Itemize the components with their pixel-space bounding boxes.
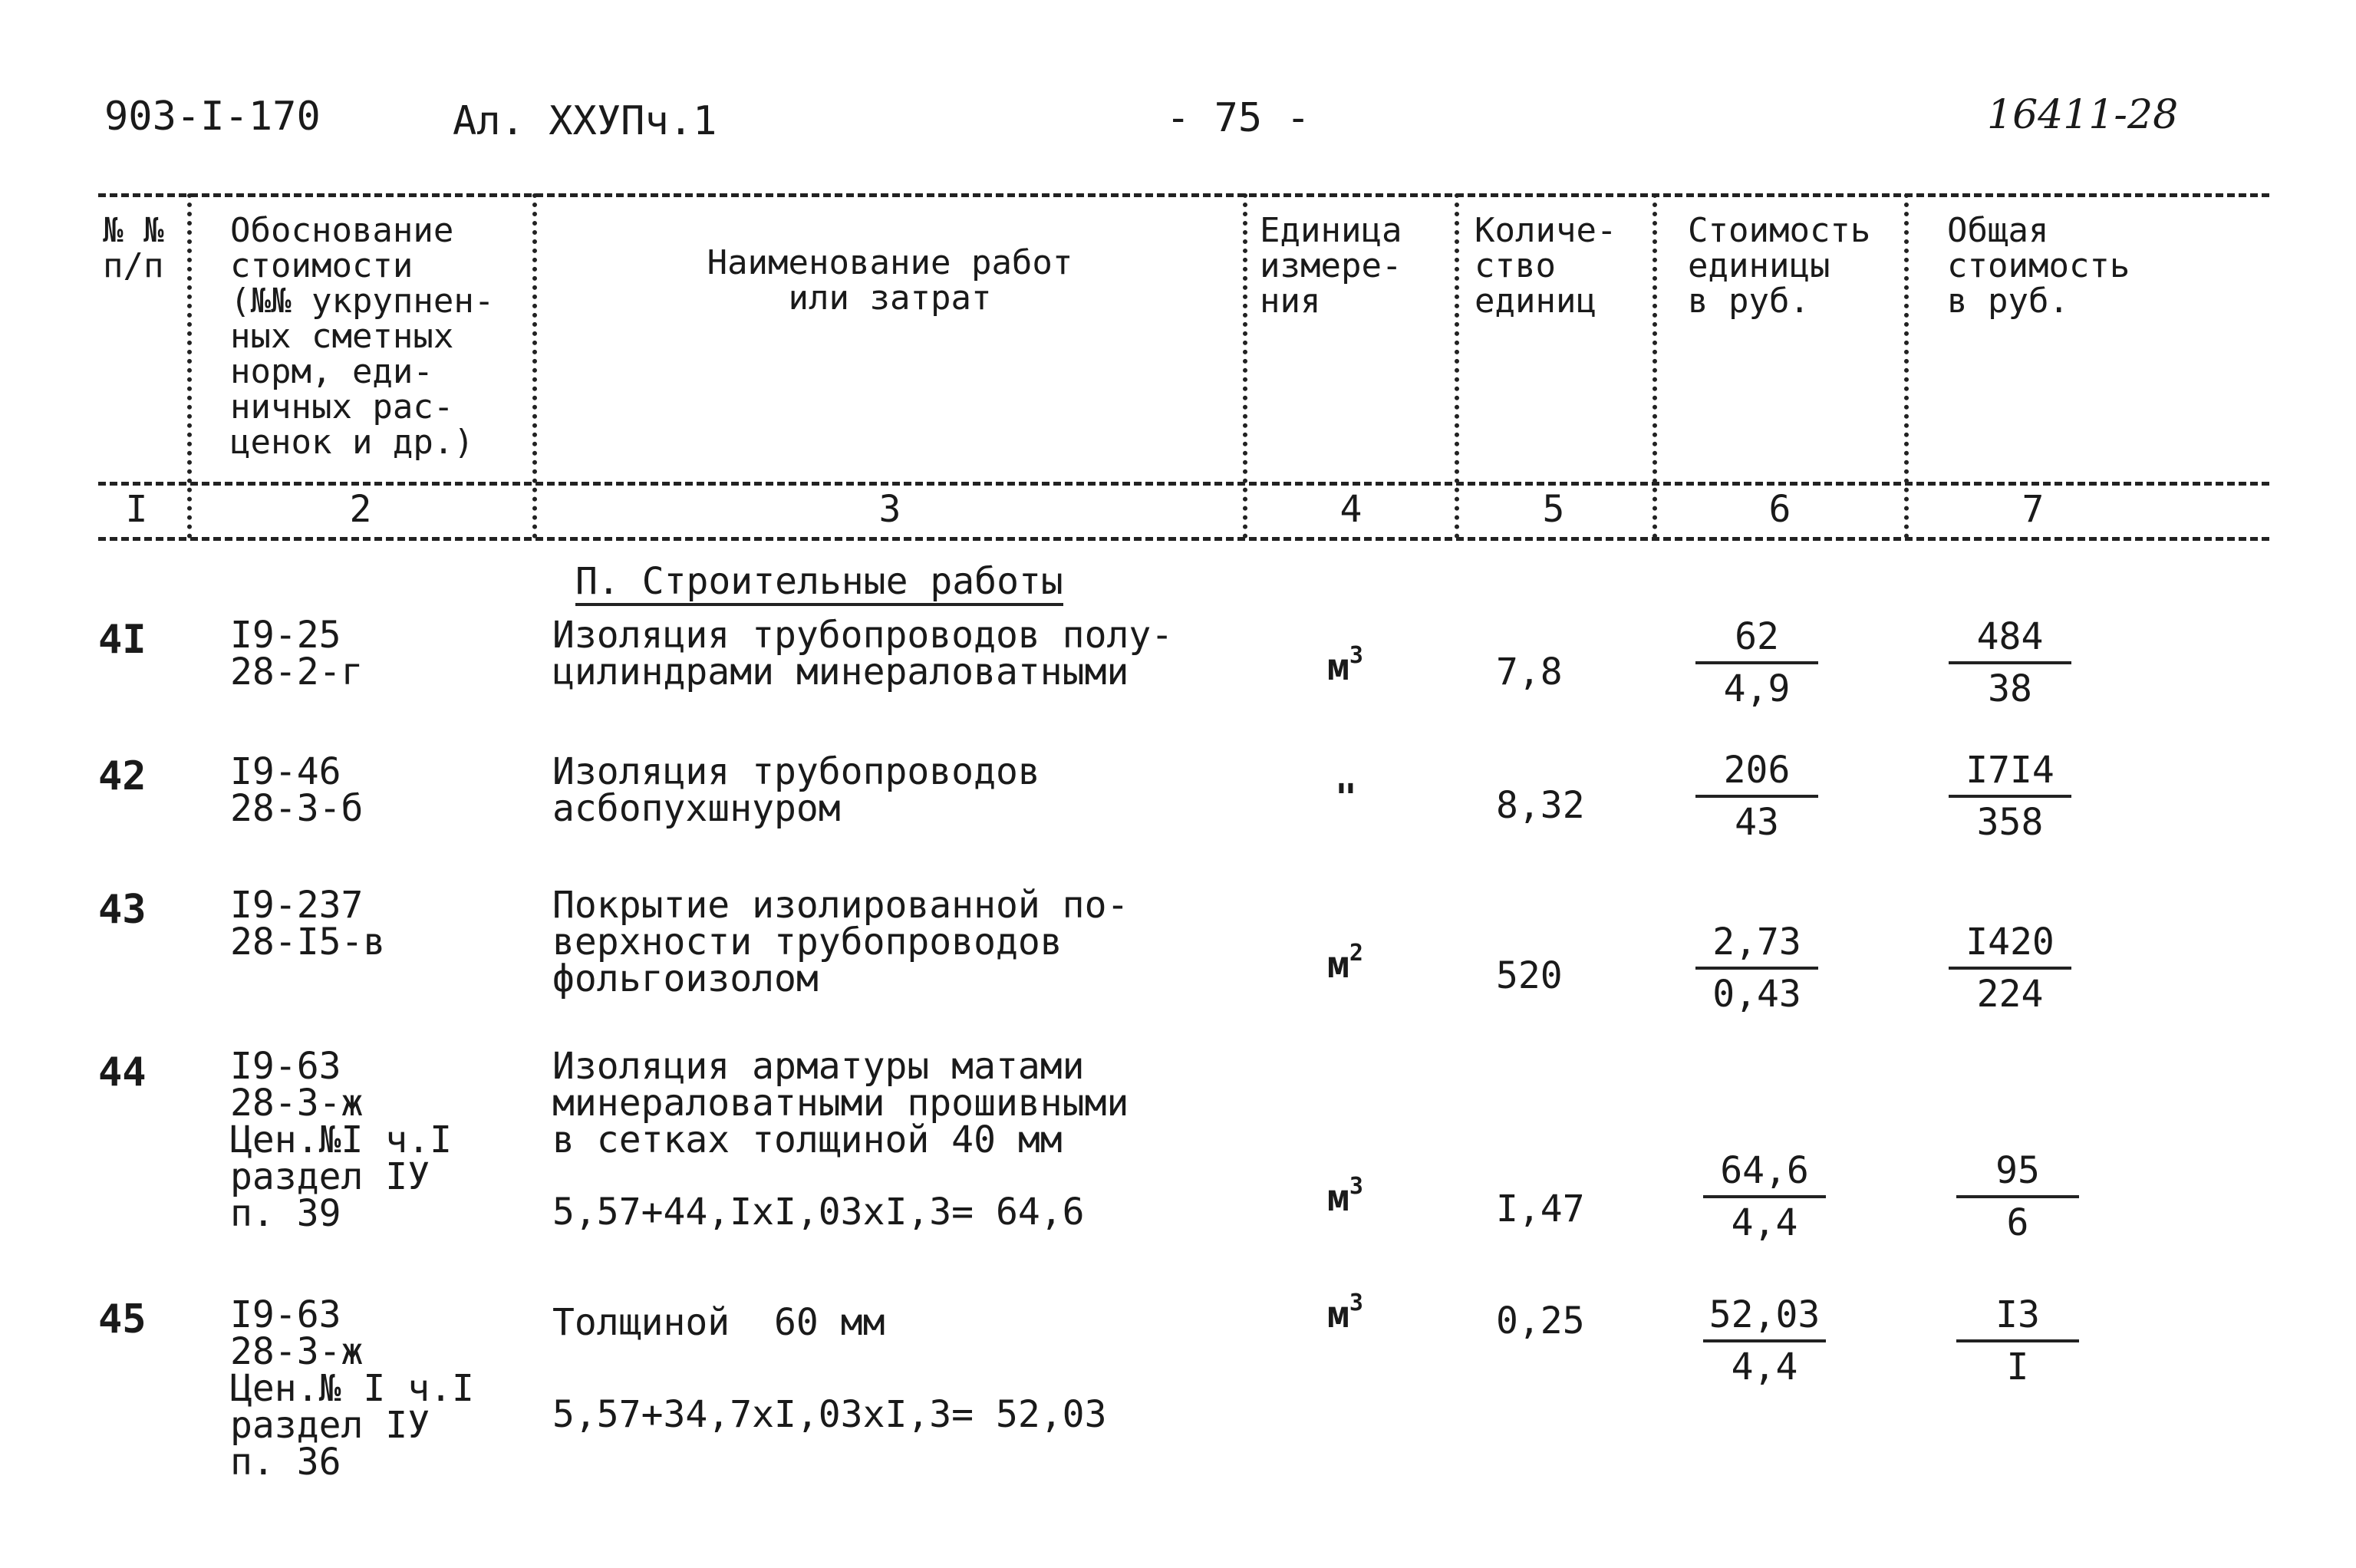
column-header-total-cost: Общая стоимость в руб. xyxy=(1947,211,2130,321)
row-unit: $м^3$ xyxy=(1327,1173,1363,1220)
row-work-name: Изоляция трубопроводов полу- цилиндрами минераловатными xyxy=(552,614,1174,693)
row-basis: I9-63 28-3-ж Цен.№I ч.I раздел IУ п. 39 xyxy=(230,1045,452,1235)
column-number: 7 xyxy=(2022,488,2045,531)
row-unit-cost: 52,03 4,4 xyxy=(1688,1296,1841,1388)
row-unit-cost: 206 43 xyxy=(1680,752,1834,844)
row-number: 43 xyxy=(98,887,147,933)
row-total-cost: 95 6 xyxy=(1941,1152,2094,1244)
row-quantity: 7,8 xyxy=(1496,651,1563,693)
row-work-name: Изоляция трубопроводов асбопухшнуром xyxy=(552,750,1040,830)
row-basis: I9-237 28-I5-в xyxy=(230,884,386,964)
row-unit-cost: 2,73 0,43 xyxy=(1680,924,1834,1016)
column-number: I xyxy=(125,488,148,531)
column-number: 6 xyxy=(1768,488,1791,531)
row-calculation-formula: 5,57+44,IxI,03xI,3= 64,6 xyxy=(552,1191,1085,1234)
row-number: 4I xyxy=(98,617,147,663)
column-divider xyxy=(187,193,192,539)
column-header-unit-cost: Стоимость единицы в руб. xyxy=(1688,211,1871,321)
row-total-cost: I7I4 358 xyxy=(1933,752,2087,844)
column-header-quantity: Количе- ство единиц xyxy=(1475,211,1617,321)
row-quantity: I,47 xyxy=(1496,1188,1585,1230)
row-quantity: 0,25 xyxy=(1496,1300,1585,1342)
column-header-basis: Обоснование стоимости (№№ укрупнен- ных сметных норм, еди- ничных рас- ценок и др.) xyxy=(230,211,495,462)
row-basis: I9-46 28-3-б xyxy=(230,750,364,830)
column-divider xyxy=(1243,193,1247,539)
table-column-numbers-rule xyxy=(98,537,2269,541)
row-quantity: 520 xyxy=(1496,954,1563,997)
handwritten-code: 16411-28 xyxy=(1987,92,2179,138)
column-divider xyxy=(1455,193,1459,539)
column-header-name: Наименование работ или затрат xyxy=(707,243,1073,318)
column-header-index: № № п/п xyxy=(103,211,164,285)
column-divider xyxy=(1652,193,1657,539)
row-unit-cost: 62 4,9 xyxy=(1680,618,1834,710)
column-number: 2 xyxy=(349,488,372,531)
row-total-cost: I420 224 xyxy=(1933,924,2087,1016)
album-reference: Ал. ХХУПч.1 xyxy=(453,98,717,144)
column-number: 3 xyxy=(878,488,901,531)
row-quantity: 8,32 xyxy=(1496,784,1585,827)
row-number: 45 xyxy=(98,1296,147,1342)
row-unit: $м^2$ xyxy=(1327,940,1363,987)
row-basis: I9-25 28-2-г xyxy=(230,614,364,693)
table-header-rule xyxy=(98,482,2269,486)
column-divider xyxy=(1904,193,1909,539)
row-unit: " xyxy=(1335,776,1357,819)
document-code: 903-I-170 xyxy=(104,94,321,140)
row-unit: $м^3$ xyxy=(1327,642,1363,689)
row-unit: $м^3$ xyxy=(1327,1290,1363,1336)
section-title: П. Строительные работы xyxy=(575,563,1063,606)
row-total-cost: 484 38 xyxy=(1933,618,2087,710)
row-number: 42 xyxy=(98,753,147,799)
row-calculation-formula: 5,57+34,7xI,03xI,3= 52,03 xyxy=(552,1393,1107,1436)
row-work-name: Изоляция арматуры матами минераловатными прошивными в сетках толщиной 40 мм xyxy=(552,1045,1129,1161)
column-header-unit: Единица измере- ния xyxy=(1260,211,1402,321)
row-unit-cost: 64,6 4,4 xyxy=(1688,1152,1841,1244)
row-basis: I9-63 28-3-ж Цен.№ I ч.I раздел IУ п. 36 xyxy=(230,1293,474,1484)
column-number: 5 xyxy=(1542,488,1565,531)
page-number: - 75 - xyxy=(1166,95,1310,141)
column-number: 4 xyxy=(1339,488,1363,531)
row-total-cost: I3 I xyxy=(1941,1296,2094,1388)
row-work-name: Толщиной 60 мм xyxy=(552,1301,885,1344)
table-top-rule xyxy=(98,193,2269,197)
row-number: 44 xyxy=(98,1049,147,1095)
row-work-name: Покрытие изолированной по- верхности трубопроводов фольгоизолом xyxy=(552,884,1129,1000)
